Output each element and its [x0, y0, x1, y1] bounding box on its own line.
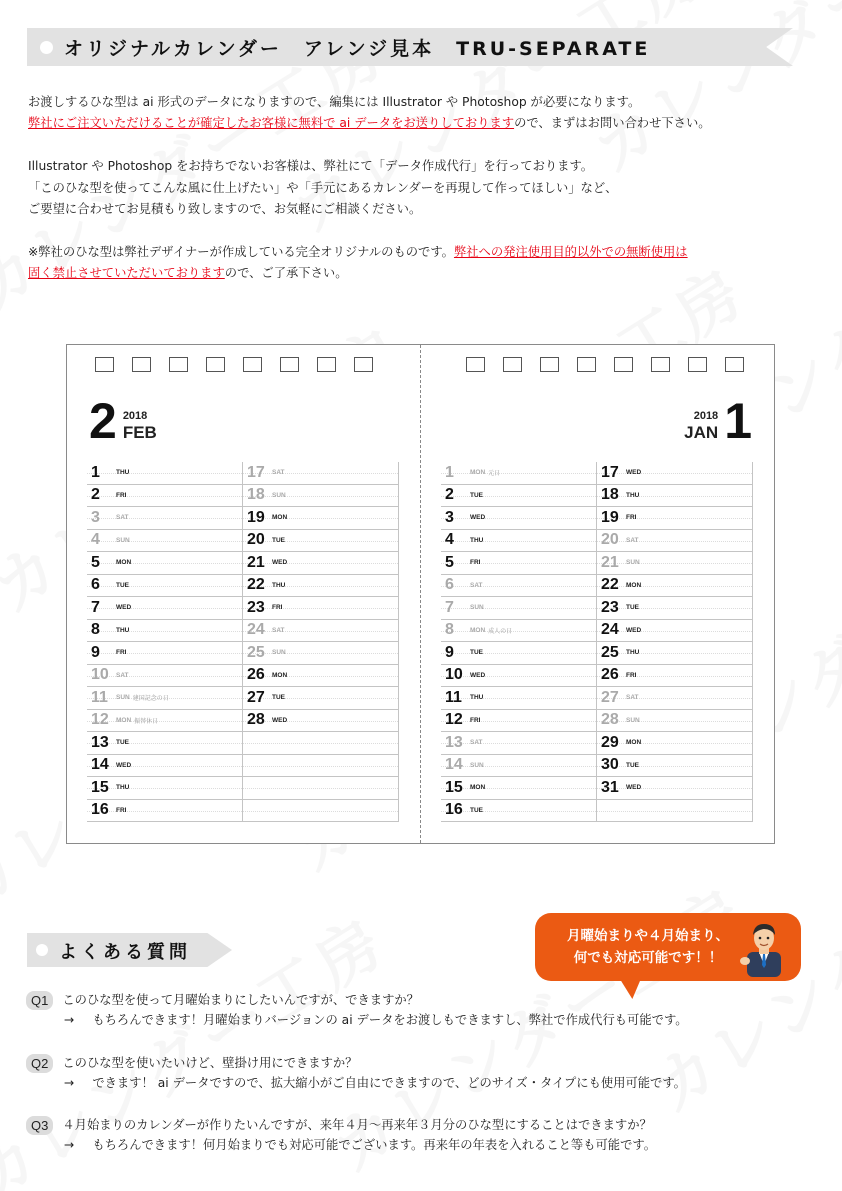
calendar-day-row	[597, 462, 753, 485]
month-year: 2018	[693, 410, 719, 422]
holiday-label: 元日	[488, 470, 501, 478]
calendar-day-row	[441, 620, 597, 643]
intro-red-text: 固く禁止させていただいております	[28, 266, 225, 281]
calendar-day-row	[597, 687, 753, 710]
day-number: 1	[445, 463, 454, 481]
weekday-label: FRI	[116, 649, 127, 657]
day-number: 12	[91, 711, 109, 729]
weekday-label: TUE	[272, 536, 285, 544]
weekday-label: SAT	[470, 581, 483, 589]
month-header-jan	[684, 393, 752, 449]
calendar-day-row	[597, 597, 753, 620]
calendar-day-row	[243, 732, 399, 755]
arrow-icon: →	[64, 1013, 75, 1027]
intro-line: お渡しするひな型は ai 形式のデータになりますので、編集には Illustrator や Photoshop が必要になります。	[28, 95, 641, 109]
weekday-label: TUE	[116, 581, 129, 589]
day-number: 11	[91, 688, 108, 706]
day-number: 26	[601, 666, 619, 684]
weekday-label: WED	[626, 626, 642, 634]
holiday-label: 振替休日	[134, 717, 159, 725]
calendar-day-row	[243, 777, 399, 800]
day-number: 29	[601, 733, 619, 751]
day-number: 17	[601, 463, 619, 481]
calendar-day-row	[87, 777, 243, 800]
day-number: 22	[247, 576, 265, 594]
calendar-sample	[66, 344, 775, 844]
calendar-day-row	[243, 687, 399, 710]
weekday-label: FRI	[470, 716, 481, 724]
jan-column-1	[441, 462, 597, 822]
faq-item	[26, 990, 816, 1030]
calendar-day-row	[441, 665, 597, 688]
calendar-day-row	[243, 552, 399, 575]
weekday-label: SUN	[272, 491, 286, 499]
page-divider	[420, 345, 421, 843]
calendar-day-row	[597, 552, 753, 575]
day-number: 14	[445, 756, 463, 774]
calendar-day-row	[597, 620, 753, 643]
day-number: 31	[601, 778, 619, 796]
weekday-label: THU	[626, 491, 640, 499]
calendar-day-row	[87, 755, 243, 778]
weekday-label: TUE	[626, 761, 639, 769]
day-number: 18	[247, 486, 265, 504]
day-number: 16	[445, 801, 463, 819]
weekday-label: SAT	[116, 671, 129, 679]
holiday-label: 成人の日	[488, 627, 513, 635]
faq-item	[26, 1115, 816, 1155]
day-number: 9	[91, 643, 100, 661]
weekday-label: FRI	[626, 514, 637, 522]
calendar-day-row	[87, 552, 243, 575]
calendar-day-row	[597, 485, 753, 508]
weekday-label: MON	[470, 784, 486, 792]
binding-holes-left	[95, 357, 373, 372]
weekday-label: SUN	[626, 716, 640, 724]
weekday-label: WED	[272, 716, 288, 724]
weekday-label: FRI	[272, 604, 283, 612]
day-number: 2	[445, 486, 454, 504]
calendar-day-row	[243, 642, 399, 665]
day-number: 25	[247, 643, 265, 661]
calendar-day-row	[243, 507, 399, 530]
weekday-label: FRI	[470, 559, 481, 567]
faq-title: よくある質問	[59, 942, 191, 963]
weekday-label: SUN	[626, 559, 640, 567]
calendar-day-row	[441, 575, 597, 598]
day-number: 5	[91, 553, 100, 571]
day-number: 6	[445, 576, 454, 594]
day-number: 5	[445, 553, 454, 571]
calendar-day-row	[441, 732, 597, 755]
callout-text: 月曜始まりや４月始まり、	[567, 928, 729, 944]
day-number: 10	[445, 666, 463, 684]
calendar-day-row	[87, 575, 243, 598]
day-number: 26	[247, 666, 265, 684]
calendar-day-row	[87, 642, 243, 665]
month-year: 2018	[122, 410, 148, 422]
question-label: Q1	[26, 991, 53, 1010]
month-number: 1	[724, 393, 752, 449]
day-number: 13	[445, 733, 463, 751]
day-number: 3	[91, 508, 100, 526]
intro-line: 固く禁止させていただいておりますので、ご了承下さい。	[28, 266, 348, 281]
day-number: 12	[445, 711, 463, 729]
calendar-day-row	[597, 507, 753, 530]
weekday-label: SAT	[272, 626, 285, 634]
day-number: 14	[91, 756, 109, 774]
weekday-label: MON	[470, 626, 486, 634]
jan-column-2	[597, 462, 753, 822]
month-number: 2	[89, 393, 117, 449]
weekday-label: SUN	[470, 761, 484, 769]
weekday-label: THU	[470, 694, 484, 702]
holiday-label: 建国記念の日	[132, 695, 169, 703]
intro-line: ご要望に合わせてお見積もり致しますので、お気軽にご相談ください。	[28, 202, 422, 217]
day-number: 28	[601, 711, 619, 729]
weekday-label: WED	[470, 671, 486, 679]
bullet-dot-icon	[40, 41, 53, 54]
day-number: 30	[601, 756, 619, 774]
calendar-day-row	[87, 687, 243, 710]
calendar-day-row	[87, 800, 243, 823]
day-number: 22	[601, 576, 619, 594]
day-number: 2	[91, 486, 100, 504]
calendar-day-row	[87, 507, 243, 530]
weekday-label: TUE	[626, 604, 639, 612]
day-number: 15	[91, 778, 109, 796]
day-number: 27	[601, 688, 619, 706]
weekday-label: TUE	[116, 739, 129, 747]
calendar-day-row	[87, 597, 243, 620]
weekday-label: WED	[626, 784, 642, 792]
day-number: 7	[91, 598, 100, 616]
question-label: Q3	[26, 1116, 53, 1135]
day-number: 20	[247, 531, 265, 549]
month-name: FEB	[122, 423, 157, 442]
day-number: 20	[601, 531, 619, 549]
weekday-label: THU	[116, 469, 130, 477]
calendar-day-row	[243, 665, 399, 688]
weekday-label: SAT	[272, 469, 285, 477]
weekday-label: THU	[272, 581, 286, 589]
question-label: Q2	[26, 1054, 53, 1073]
calendar-day-row	[87, 462, 243, 485]
day-number: 7	[445, 598, 454, 616]
intro-red-text: 弊社への発注使用目的以外での無断使用は	[453, 244, 688, 259]
weekday-label: THU	[470, 536, 484, 544]
businessman-icon	[735, 919, 793, 977]
calendar-day-row	[441, 507, 597, 530]
calendar-day-row	[243, 800, 399, 823]
calendar-day-row	[243, 710, 399, 733]
calendar-day-row	[441, 462, 597, 485]
calendar-day-row	[597, 710, 753, 733]
day-number: 17	[247, 463, 265, 481]
answer-text: もちろんできます！何月始まりでも対応可能でございます。再来年の年表を入れること等も可能です。	[92, 1138, 657, 1152]
day-number: 13	[91, 733, 109, 751]
calendar-day-row	[243, 485, 399, 508]
day-number: 24	[601, 621, 619, 639]
day-number: 19	[601, 508, 619, 526]
weekday-label: SAT	[626, 536, 639, 544]
day-number: 3	[445, 508, 454, 526]
weekday-label: THU	[626, 649, 640, 657]
weekday-label: THU	[116, 626, 130, 634]
calendar-day-row	[597, 575, 753, 598]
calendar-day-row	[441, 710, 597, 733]
day-number: 8	[445, 621, 454, 639]
weekday-label: TUE	[470, 649, 483, 657]
calendar-day-row	[441, 552, 597, 575]
weekday-label: FRI	[116, 806, 127, 814]
day-number: 1	[91, 463, 100, 481]
arrow-icon: →	[64, 1138, 75, 1152]
binding-holes-right	[466, 357, 744, 372]
calendar-day-row	[87, 485, 243, 508]
intro-line: ※弊社のひな型は弊社デザイナーが作成している完全オリジナルのものです。弊社への発注使用目的以外での無断使用は	[28, 244, 688, 259]
calendar-day-row	[243, 755, 399, 778]
feb-column-1	[87, 462, 243, 822]
weekday-label: WED	[470, 514, 486, 522]
day-number: 19	[247, 508, 265, 526]
calendar-day-row	[441, 777, 597, 800]
day-number: 4	[91, 531, 100, 549]
calendar-day-row	[441, 597, 597, 620]
weekday-label: FRI	[116, 491, 127, 499]
calendar-day-row	[441, 755, 597, 778]
intro-line: 「このひな型を使ってこんな風に仕上げたい」や「手元にあるカレンダーを再現して作ってほしい」など、	[28, 180, 618, 195]
intro-line: Illustrator や Photoshop をお持ちでないお客様は、弊社にて「データ作成代行」を行っております。	[28, 159, 594, 174]
calendar-day-row	[597, 642, 753, 665]
question-text: このひな型を使いたいけど、壁掛け用にできますか？	[62, 1056, 358, 1070]
day-number: 27	[247, 688, 265, 706]
weekday-label: MON	[626, 581, 642, 589]
weekday-label: SAT	[116, 514, 129, 522]
calendar-day-row	[243, 530, 399, 553]
calendar-day-row	[597, 665, 753, 688]
arrow-icon: →	[64, 1076, 75, 1090]
callout-bubble	[535, 913, 801, 981]
calendar-day-row	[243, 597, 399, 620]
calendar-day-row	[597, 530, 753, 553]
day-number: 23	[247, 598, 265, 616]
header-banner	[27, 28, 793, 66]
weekday-label: SUN	[272, 649, 286, 657]
calendar-day-row	[441, 800, 597, 823]
calendar-day-row	[243, 575, 399, 598]
day-number: 15	[445, 778, 463, 796]
day-number: 21	[601, 553, 619, 571]
calendar-day-row	[441, 530, 597, 553]
day-number: 4	[445, 531, 454, 549]
day-number: 11	[445, 688, 462, 706]
weekday-label: MON	[116, 716, 132, 724]
calendar-day-row	[597, 755, 753, 778]
weekday-label: MON	[470, 469, 486, 477]
month-header-feb	[89, 393, 157, 449]
calendar-day-row	[87, 530, 243, 553]
weekday-label: WED	[626, 469, 642, 477]
intro-text	[28, 92, 818, 285]
day-number: 28	[247, 711, 265, 729]
weekday-label: WED	[116, 604, 132, 612]
question-text: このひな型を使って月曜始まりにしたいんですが、できますか？	[62, 993, 419, 1007]
month-name: JAN	[684, 423, 719, 442]
weekday-label: WED	[272, 559, 288, 567]
calendar-day-row	[87, 620, 243, 643]
question-text: ４月始まりのカレンダーが作りたいんですが、来年４月～再来年３月分のひな型にすることはできますか？	[62, 1118, 652, 1132]
faq-item	[26, 1053, 816, 1093]
calendar-day-row	[441, 485, 597, 508]
weekday-label: TUE	[470, 806, 483, 814]
day-number: 21	[247, 553, 265, 571]
calendar-day-row	[597, 732, 753, 755]
answer-text: できます！ ai データですので、拡大縮小がご自由にできますので、どのサイズ・タイプにも使用可能です。	[92, 1076, 686, 1090]
callout-text: 何でも対応可能です！！	[573, 950, 723, 966]
calendar-day-row	[87, 665, 243, 688]
weekday-label: SUN	[116, 536, 130, 544]
weekday-label: WED	[116, 761, 132, 769]
weekday-label: MON	[272, 514, 288, 522]
weekday-label: MON	[626, 739, 642, 747]
calendar-day-row	[441, 687, 597, 710]
weekday-label: MON	[272, 671, 288, 679]
intro-red-text: 弊社にご注文いただけることが確定したお客様に無料で ai データをお送りしております	[28, 116, 515, 131]
calendar-day-row	[441, 642, 597, 665]
calendar-day-row	[87, 710, 243, 733]
bullet-dot-icon	[36, 944, 48, 956]
weekday-label: SAT	[626, 694, 639, 702]
day-number: 10	[91, 666, 109, 684]
faq-banner	[27, 933, 232, 967]
day-number: 6	[91, 576, 100, 594]
weekday-label: FRI	[626, 671, 637, 679]
answer-text: もちろんできます！月曜始まりバージョンの ai データをお渡しもできますし、弊社で作成代行も可能です。	[92, 1013, 688, 1027]
page-title: オリジナルカレンダー アレンジ見本 TRU-SEPARATE	[64, 38, 651, 60]
day-number: 23	[601, 598, 619, 616]
calendar-day-row	[87, 732, 243, 755]
day-number: 8	[91, 621, 100, 639]
weekday-label: TUE	[470, 491, 483, 499]
weekday-label: SUN	[470, 604, 484, 612]
day-number: 25	[601, 643, 619, 661]
feb-column-2	[243, 462, 399, 822]
weekday-label: SUN	[116, 694, 130, 702]
day-number: 9	[445, 643, 454, 661]
calendar-day-row	[597, 800, 753, 823]
intro-line: 弊社にご注文いただけることが確定したお客様に無料で ai データをお送りしておりますので、まずはお問い合わせ下さい。	[28, 116, 711, 131]
calendar-day-row	[243, 462, 399, 485]
day-number: 16	[91, 801, 109, 819]
day-number: 24	[247, 621, 265, 639]
weekday-label: TUE	[272, 694, 285, 702]
day-number: 18	[601, 486, 619, 504]
weekday-label: THU	[116, 784, 130, 792]
calendar-day-row	[243, 620, 399, 643]
weekday-label: SAT	[470, 739, 483, 747]
weekday-label: MON	[116, 559, 132, 567]
calendar-day-row	[597, 777, 753, 800]
